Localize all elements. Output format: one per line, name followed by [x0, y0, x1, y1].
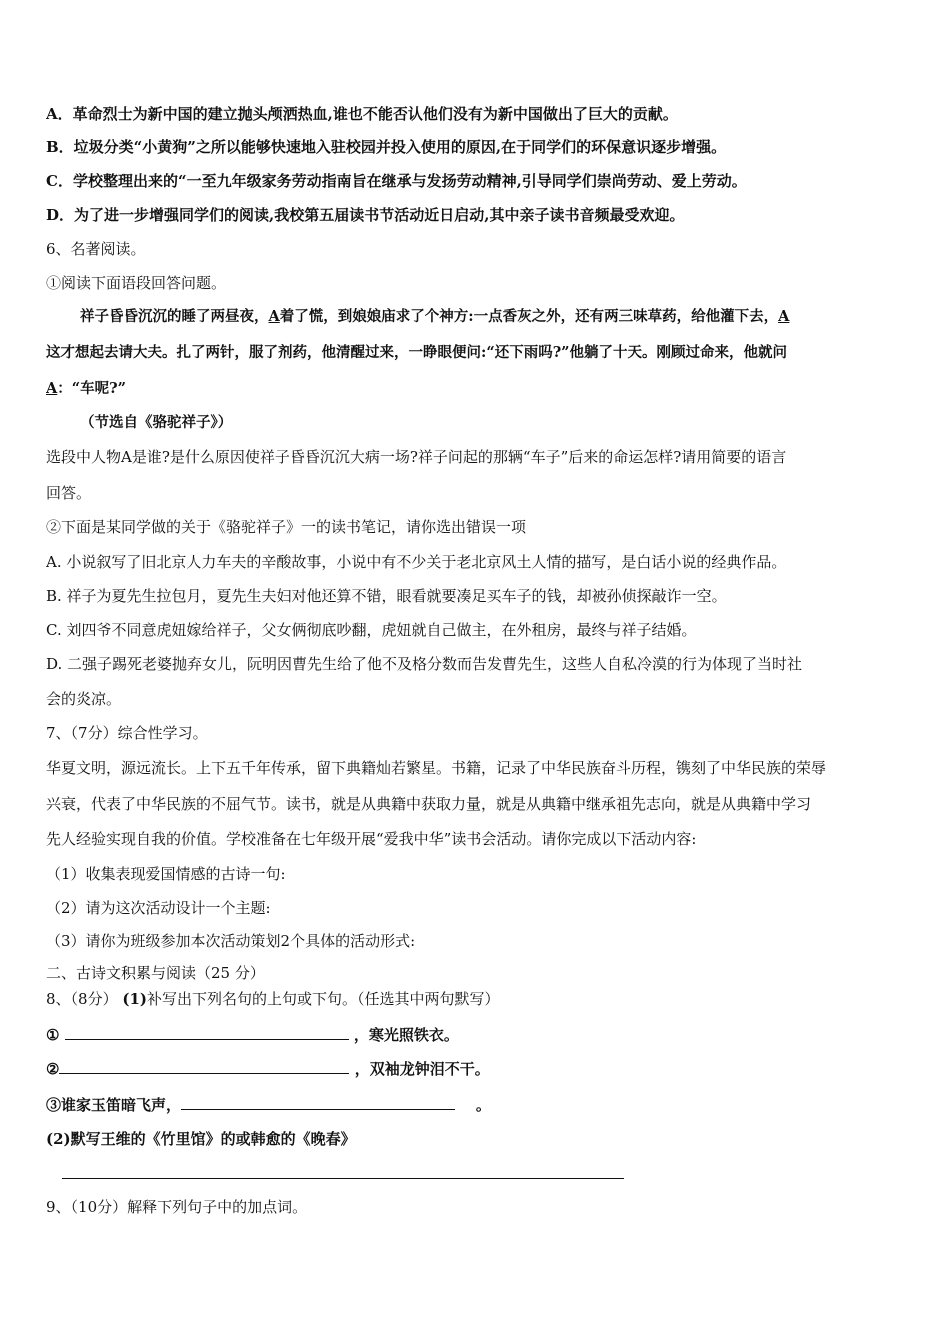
q6-option-b: B. 祥子为夏先生拉包月，夏先生夫妇对他还算不错，眼看就要凑足买车子的钱，却被孙侦探敲诈一空。 [46, 587, 727, 605]
q6-passage-line-1 [80, 306, 900, 328]
q8-line-2-number: ② [46, 1060, 60, 1078]
q6-title: 6、名著阅读。 [46, 240, 146, 258]
q5-option-a: A．革命烈士为新中国的建立抛头颅洒热血,谁也不能否认他们没有为新中国做出了巨大的贡献。 [46, 105, 678, 123]
q7-paragraph-line-3: 先人经验实现自我的价值。学校准备在七年级开展“爱我中华”读书会活动。请你完成以下活动内容: [46, 830, 697, 848]
q8-line-3 [46, 1094, 906, 1116]
passage-char-a: A [778, 308, 790, 325]
q8-line-1-number: ① [46, 1026, 60, 1044]
q9-title: 9、（10分）解释下列句子中的加点词。 [46, 1198, 308, 1216]
q8-answer-line[interactable] [62, 1178, 624, 1179]
q7-paragraph-line-1: 华夏文明，源远流长。上下五千年传承，留下典籍灿若繁星。书籍，记录了中华民族奋斗历程，镌刻了中华民族的荣辱 [46, 759, 827, 777]
q8-line-2 [46, 1058, 906, 1080]
section-2-title: 二、古诗文积累与阅读（25 分） [46, 964, 265, 982]
q6-question-line-2: 回答。 [46, 484, 92, 502]
passage-char-a: A [46, 380, 58, 397]
q6-passage-source: （节选自《骆驼祥子》） [80, 414, 233, 431]
q6-option-d-line-1: D. 二强子踢死老婆抛弃女儿，阮明因曹先生给了他不及格分数而告发曹先生，这些人自私冷漠的行为体现了当时社 [46, 655, 803, 673]
passage-text: ：“车呢?” [57, 380, 126, 397]
q7-title: 7、（7分）综合性学习。 [46, 724, 208, 742]
q5-option-b: B．垃圾分类“小黄狗”之所以能够快速地入驻校园并投入使用的原因,在于同学们的环保意识逐步增强。 [46, 138, 727, 156]
q6-part2-prompt: ②下面是某同学做的关于《骆驼祥子》一的读书笔记，请你选出错误一项 [46, 518, 527, 536]
passage-text: 着了慌，到娘娘庙求了个神方:一点香灰之外，还有两三味草药，给他灌下去， [279, 308, 779, 325]
q7-item-3: （3）请你为班级参加本次活动策划2个具体的活动形式: [46, 932, 416, 950]
q5-option-c: C．学校整理出来的“一至九年级家务劳动指南旨在继承与发扬劳动精神,引导同学们崇尚劳动、爱上劳动。 [46, 172, 747, 190]
q6-option-a: A. 小说叙写了旧北京人力车夫的辛酸故事，小说中有不少关于老北京风土人情的描写，是白话小说的经典作品。 [46, 553, 787, 571]
q8-line-3-head: ③谁家玉笛暗飞声， [46, 1096, 182, 1114]
q5-option-d: D．为了进一步增强同学们的阅读,我校第五届读书节活动近日启动,其中亲子读书音频最受欢迎。 [46, 206, 685, 224]
q6-option-d-line-2: 会的炎凉。 [46, 690, 122, 708]
q8-line-1 [46, 1024, 906, 1046]
q8-line-2-tail: ，双袖龙钟泪不干。 [354, 1060, 490, 1078]
q6-question-line-1: 选段中人物A是谁?是什么原因使祥子昏昏沉沉大病一场?祥子问起的那辆“车子”后来的命运怎样?请用简要的语言 [46, 448, 787, 466]
passage-text: 祥子昏昏沉沉的睡了两昼夜， [80, 308, 269, 325]
q6-option-c: C. 刘四爷不同意虎妞嫁给祥子，父女俩彻底吵翻，虎妞就自己做主，在外租房，最终与祥子结婚。 [46, 621, 697, 639]
q8-line-1-tail: ，寒光照铁衣。 [353, 1026, 459, 1044]
q6-part1-prompt: ①阅读下面语段回答问题。 [46, 274, 227, 292]
q7-item-1: （1）收集表现爱国情感的古诗一句: [46, 865, 286, 883]
q8-score: 8、（8分） [46, 990, 118, 1008]
q8-blank-3[interactable] [181, 1095, 455, 1110]
passage-char-a: A [268, 308, 280, 325]
q8-instruction: 补写出下列名句的上句或下句。（任选其中两句默写） [147, 990, 500, 1008]
q7-item-2: （2）请为这次活动设计一个主题: [46, 899, 271, 917]
q8-part-1-label: (1) [122, 990, 148, 1008]
q8-blank-1[interactable] [65, 1025, 349, 1040]
q7-paragraph-line-2: 兴衰，代表了中华民族的不屈气节。读书，就是从典籍中获取力量，就是从典籍中继承祖先志向，就是从典籍中学习 [46, 795, 812, 813]
q8-blank-2[interactable] [59, 1059, 349, 1074]
q8-heading [46, 988, 906, 1010]
q8-part-2: (2)默写王维的《竹里馆》的或韩愈的《晚春》 [46, 1130, 356, 1148]
q6-passage-line-3 [46, 378, 906, 400]
q8-line-3-tail: 。 [475, 1096, 491, 1114]
q6-passage-line-2: 这才想起去请大夫。扎了两针，服了剂药，他清醒过来，一睁眼便问:“还下雨吗?”他躺了十天。刚顾过命来，他就问 [46, 344, 788, 361]
